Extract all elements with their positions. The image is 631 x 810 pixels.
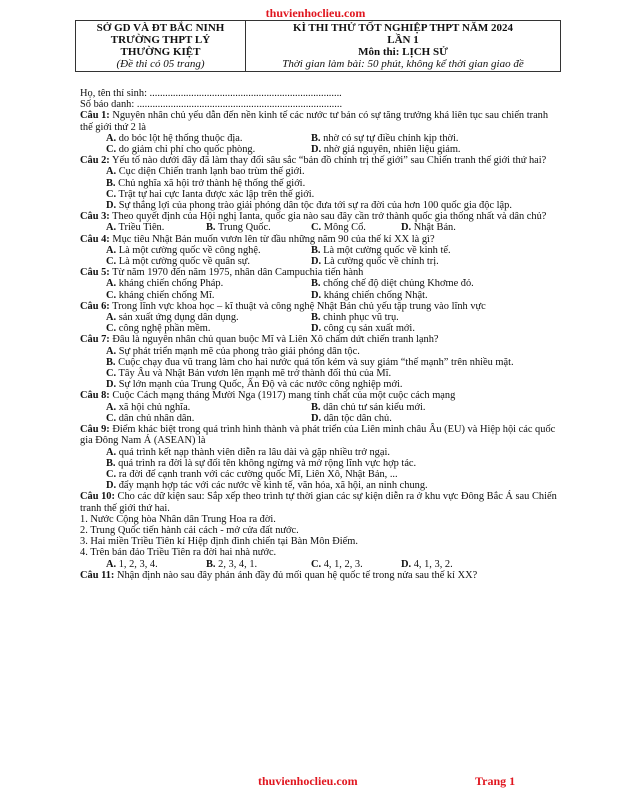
question-7 — [80, 334, 560, 390]
question-text: Cuộc Cách mạng tháng Mười Nga (1917) mang tính chất của một cuộc cách mạng — [112, 390, 456, 402]
question-stem — [80, 334, 560, 345]
option-letter: B. — [106, 177, 116, 189]
question-2 — [80, 155, 560, 211]
option-letter: A. — [106, 166, 117, 178]
question-stem — [80, 211, 560, 222]
option-letter: C. — [106, 412, 117, 424]
answer-option[interactable] — [106, 368, 560, 379]
option-letter: B. — [206, 558, 216, 570]
option-letter: B. — [106, 457, 116, 469]
answer-option[interactable] — [106, 447, 560, 458]
answer-option[interactable] — [106, 166, 560, 177]
option-text: dân chủ tư sản kiểu mới. — [323, 401, 426, 413]
question-11 — [80, 570, 560, 581]
candidate-name-line: Họ, tên thí sinh: .......................................................................... — [80, 88, 342, 99]
question-stem — [80, 110, 560, 132]
option-row — [80, 469, 560, 480]
option-text: quá trình kết nạp thành viên diễn ra lâu dài và gặp nhiều trở ngại. — [118, 446, 390, 458]
question-3 — [80, 211, 560, 233]
question-text: Cho các dữ kiện sau: Sắp xếp theo trình tự thời gian các sự kiện diễn ra ở khu vực Đông Bắc Á sau Chiến tranh thế giới thứ hai. — [80, 491, 557, 514]
answer-option[interactable] — [311, 559, 401, 570]
option-text: sản xuất ứng dụng dân dụng. — [118, 312, 239, 324]
option-row — [80, 189, 560, 200]
option-row — [80, 458, 560, 469]
option-text: Là cường quốc về chính trị. — [323, 256, 439, 268]
option-row — [80, 144, 560, 155]
option-letter: C. — [311, 222, 322, 234]
exam-subject: Môn thi: LỊCH SỬ — [358, 46, 448, 58]
option-text: Là một cường quốc về quân sự. — [118, 256, 251, 268]
answer-option[interactable] — [311, 133, 459, 144]
question-label: Câu 5: — [80, 267, 110, 279]
answer-option[interactable] — [106, 290, 311, 301]
exam-body — [80, 88, 560, 581]
option-letter: B. — [311, 401, 321, 413]
answer-option[interactable] — [401, 222, 456, 233]
option-letter: A. — [106, 278, 117, 290]
option-letter: A. — [106, 401, 117, 413]
answer-option[interactable] — [106, 200, 560, 211]
question-text: Điểm khác biệt trong quá trình hình thành và phát triển của Liên minh châu Âu (EU) và Hiệp hội các quốc gia Đông Nam Á (ASEAN) là — [80, 424, 556, 447]
option-text: Trung Quốc. — [217, 222, 271, 234]
option-text: Nhật Bản. — [413, 222, 456, 234]
question-label: Câu 1: — [80, 110, 110, 122]
option-text: Cuộc chạy đua vũ trang làm cho hai nước quá tốn kém và suy giảm “thế mạnh” trên nhiều mặt. — [118, 356, 514, 368]
option-text: Sự phát triển mạnh mẽ của phong trào giải phóng dân tộc. — [118, 345, 360, 357]
question-5 — [80, 267, 560, 301]
answer-option[interactable] — [311, 323, 415, 334]
option-text: kháng chiến chống Pháp. — [118, 278, 224, 290]
option-letter: B. — [311, 244, 321, 256]
answer-option[interactable] — [206, 222, 311, 233]
answer-option[interactable] — [106, 278, 311, 289]
option-row — [80, 200, 560, 211]
option-letter: D. — [401, 558, 412, 570]
answer-option[interactable] — [106, 402, 311, 413]
option-text: chống chế độ diệt chủng Khơme đỏ. — [323, 278, 474, 290]
answer-option[interactable] — [106, 357, 560, 368]
option-text: do giảm chi phí cho quốc phòng. — [118, 144, 256, 156]
option-row — [80, 357, 560, 368]
question-4 — [80, 234, 560, 268]
event-item: 3. Hai miền Triều Tiên kí Hiệp định đình chiến tại Bàn Môn Điếm. — [80, 536, 358, 548]
answer-option[interactable] — [311, 278, 474, 289]
option-row — [80, 402, 560, 413]
option-text: quá trình ra đời là sự đối tên không ngừng và mở rộng lĩnh vực hợp tác. — [118, 457, 417, 469]
answer-option[interactable] — [106, 222, 206, 233]
option-text: kháng chiến chống Mĩ. — [118, 289, 215, 301]
option-letter: C. — [106, 323, 117, 335]
option-letter: B. — [311, 312, 321, 324]
exam-time: Thời gian làm bài: 50 phút, không kể thời gian giao đề — [282, 58, 524, 70]
option-text: công nghệ phần mềm. — [118, 323, 211, 335]
answer-option[interactable] — [106, 346, 560, 357]
option-text: 1, 2, 3, 4. — [118, 558, 158, 570]
answer-option[interactable] — [106, 144, 311, 155]
event-item: 2. Trung Quốc tiến hành cải cách - mở cửa đất nước. — [80, 524, 299, 536]
answer-option[interactable] — [106, 413, 311, 424]
option-letter: A. — [106, 312, 117, 324]
answer-option[interactable] — [106, 312, 311, 323]
question-text: Yếu tố nào dưới đây đã làm thay đổi sâu sắc “bản đồ chính trị thế giới” sau Chiến tranh thế giới thứ hai? — [111, 155, 547, 167]
option-row — [80, 178, 560, 189]
header-left — [76, 21, 246, 72]
question-text: Nhận định nào sau đây phản ánh đầy đủ mối quan hệ quốc tế trong nửa sau thế kỉ XX? — [116, 569, 478, 581]
option-text: Sự lớn mạnh của Trung Quốc, Ấn Độ và các nước công nghiệp mới. — [118, 379, 403, 391]
option-row — [80, 368, 560, 379]
option-letter: D. — [106, 200, 117, 212]
option-text: do bóc lột hệ thống thuộc địa. — [118, 132, 243, 144]
option-text: kháng chiến chống Nhật. — [323, 289, 428, 301]
answer-option[interactable] — [401, 559, 453, 570]
question-stem — [80, 267, 560, 278]
answer-option[interactable] — [106, 379, 560, 390]
option-text: 4, 1, 2, 3. — [323, 558, 363, 570]
question-stem — [80, 491, 560, 513]
option-letter: B. — [311, 278, 321, 290]
answer-option[interactable] — [206, 559, 311, 570]
option-text: Trật tự hai cực Ianta được xác lập trên thế giới. — [118, 188, 315, 200]
option-row — [80, 480, 560, 491]
option-letter: A. — [106, 244, 117, 256]
question-stem — [80, 234, 560, 245]
answer-option[interactable] — [311, 144, 461, 155]
question-label: Câu 3: — [80, 211, 110, 223]
site-watermark-top[interactable]: thuvienhoclieu.com — [265, 6, 366, 20]
option-letter: C. — [311, 558, 322, 570]
footer-site-link[interactable]: thuvienhoclieu.com — [258, 774, 358, 788]
question-stem — [80, 570, 560, 581]
question-1 — [80, 110, 560, 155]
option-letter: D. — [311, 289, 322, 301]
option-row — [80, 379, 560, 390]
school-name-line1: TRƯỜNG THPT LÝ — [110, 34, 211, 46]
question-label: Câu 2: — [80, 155, 110, 167]
option-row — [80, 559, 560, 570]
option-row — [80, 133, 560, 144]
page-count-note: (Đề thi có 05 trang) — [116, 58, 205, 70]
option-text: ra đời để cạnh tranh với các cường quốc Mĩ, Liên Xô, Nhật Bản, ... — [118, 468, 398, 480]
option-letter: D. — [311, 256, 322, 268]
option-row — [80, 323, 560, 334]
option-row — [80, 346, 560, 357]
question-6 — [80, 301, 560, 335]
option-text: dân chủ nhân dân. — [118, 412, 195, 424]
exam-title: KÌ THI THỬ TỐT NGHIỆP THPT NĂM 2024 — [293, 22, 513, 34]
exam-round: LẦN 1 — [387, 34, 419, 46]
option-text: đẩy mạnh hợp tác với các nước về kinh tế, văn hóa, xã hội, an ninh chung. — [118, 480, 428, 492]
answer-option[interactable] — [311, 413, 392, 424]
option-row — [80, 312, 560, 323]
option-letter: D. — [311, 323, 322, 335]
option-text: Chủ nghĩa xã hội trở thành hệ thống thế giới. — [118, 177, 306, 189]
question-text: Từ năm 1970 đến năm 1975, nhân dân Campuchia tiến hành — [112, 267, 364, 279]
option-letter: C. — [106, 368, 117, 380]
option-text: dân tộc dân chủ. — [323, 412, 392, 424]
option-row — [80, 256, 560, 267]
option-text: Tây Âu và Nhật Bản vươn lên mạnh mẽ trở thành đối thủ của Mĩ. — [118, 368, 392, 380]
option-letter: A. — [106, 446, 117, 458]
candidate-number-line: Số báo danh: ............................................................................... — [80, 99, 343, 111]
question-label: Câu 11: — [80, 569, 115, 581]
question-text: Trong lĩnh vực khoa học – kĩ thuật và công nghệ Nhật Bản chủ yếu tập trung vào lĩnh vực — [112, 300, 486, 312]
answer-option[interactable] — [106, 178, 560, 189]
option-row — [80, 222, 560, 233]
answer-option[interactable] — [106, 245, 311, 256]
option-text: 2, 3, 4, 1. — [218, 558, 258, 570]
option-text: Cục diện Chiến tranh lạnh bao trùm thế giới. — [118, 166, 305, 178]
option-letter: D. — [311, 144, 322, 156]
question-stem — [80, 424, 560, 446]
option-text: Là một cường quốc về công nghệ. — [118, 244, 261, 256]
option-letter: D. — [311, 412, 322, 424]
option-letter: D. — [401, 222, 412, 234]
option-letter: A. — [106, 345, 117, 357]
answer-option[interactable] — [106, 256, 311, 267]
option-letter: C. — [106, 289, 117, 301]
answer-option[interactable] — [311, 256, 439, 267]
option-letter: D. — [106, 480, 117, 492]
question-text: Theo quyết định của Hội nghị Ianta, quốc gia nào sau đây cần trở thành quốc gia thống nhất và dân chủ? — [112, 211, 547, 223]
option-letter: B. — [206, 222, 216, 234]
question-text: Mục tiêu Nhật Bản muốn vươn lên từ đầu những năm 90 của thế kỉ XX là gì? — [112, 233, 435, 245]
option-letter: B. — [311, 132, 321, 144]
option-letter: C. — [106, 144, 117, 156]
exam-header — [75, 20, 561, 72]
answer-option[interactable] — [311, 312, 399, 323]
answer-option[interactable] — [106, 559, 206, 570]
option-letter: C. — [106, 256, 117, 268]
answer-option[interactable] — [311, 222, 401, 233]
option-row — [80, 245, 560, 256]
option-text: Là một cường quốc về kinh tế. — [323, 244, 451, 256]
option-letter: A. — [106, 132, 117, 144]
question-label: Câu 7: — [80, 334, 110, 346]
option-letter: C. — [106, 468, 117, 480]
school-name-line2: THƯỜNG KIỆT — [120, 46, 201, 58]
option-letter: C. — [106, 188, 117, 200]
header-right — [246, 21, 561, 72]
question-9 — [80, 424, 560, 491]
event-item: 1. Nước Cộng hòa Nhân dân Trung Hoa ra đời. — [80, 513, 276, 525]
option-text: 4, 1, 3, 2. — [413, 558, 453, 570]
answer-option[interactable] — [311, 245, 451, 256]
answer-option[interactable] — [311, 290, 428, 301]
option-text: nhờ có sự tự điều chỉnh kịp thời. — [323, 132, 459, 144]
answer-option[interactable] — [311, 402, 425, 413]
option-text: Mông Cổ. — [323, 222, 366, 234]
option-text: công cụ sản xuất mới. — [323, 323, 415, 335]
event-item: 4. Trên bán đảo Triều Tiên ra đời hai nhà nước. — [80, 547, 277, 559]
answer-option[interactable] — [106, 189, 560, 200]
question-8 — [80, 390, 560, 424]
answer-option[interactable] — [106, 323, 311, 334]
option-letter: A. — [106, 222, 117, 234]
option-row — [80, 447, 560, 458]
question-stem — [80, 155, 560, 166]
question-10 — [80, 491, 560, 569]
option-letter: D. — [106, 379, 117, 391]
question-text: Nguyên nhân chủ yếu dẫn đến nền kinh tế các nước tư bản có sự tăng trưởng khá liên tục sau chiến tranh thế giới thứ 2 là — [80, 110, 549, 133]
option-text: Sự thắng lợi của phong trào giải phóng dân tộc đưa tới sự ra đời của hơn 100 quốc gia độc lập. — [118, 200, 512, 212]
question-stem — [80, 390, 560, 401]
question-label: Câu 10: — [80, 491, 115, 503]
option-text: chinh phục vũ trụ. — [323, 312, 399, 324]
page-number: Trang 1 — [475, 774, 516, 788]
option-letter: B. — [106, 356, 116, 368]
answer-option[interactable] — [106, 458, 560, 469]
answer-option[interactable] — [106, 469, 560, 480]
answer-option[interactable] — [106, 480, 560, 491]
option-row — [80, 166, 560, 177]
question-stem — [80, 301, 560, 312]
option-row — [80, 413, 560, 424]
option-row — [80, 278, 560, 289]
question-text: Đâu là nguyên nhân chủ quan buộc Mĩ và Liên Xô chấm dứt chiến tranh lạnh? — [112, 334, 439, 346]
option-row — [80, 290, 560, 301]
question-label: Câu 8: — [80, 390, 110, 402]
question-label: Câu 4: — [80, 233, 110, 245]
department-name: SỞ GD VÀ ĐT BẮC NINH — [96, 22, 225, 34]
question-label: Câu 6: — [80, 300, 110, 312]
option-text: nhờ giá nguyên, nhiên liệu giảm. — [323, 144, 461, 156]
question-label: Câu 9: — [80, 424, 110, 436]
option-letter: A. — [106, 558, 117, 570]
answer-option[interactable] — [106, 133, 311, 144]
option-text: Triều Tiên. — [118, 222, 165, 234]
option-text: xã hội chủ nghĩa. — [118, 401, 191, 413]
